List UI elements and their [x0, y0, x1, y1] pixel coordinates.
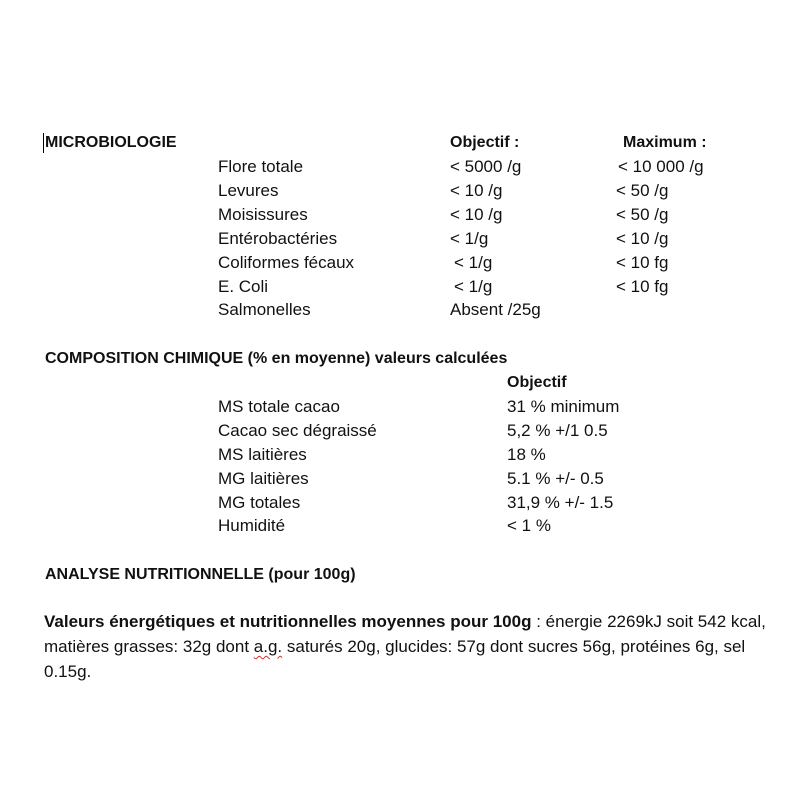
micro-row-objectif: < 5000 /g [450, 157, 522, 176]
micro-row-label: Moisissures [218, 205, 308, 224]
section-title-microbiologie: MICROBIOLOGIE [45, 134, 177, 151]
spellcheck-flagged-word: a.g. [253, 637, 283, 656]
compo-row-label: MS laitières [218, 445, 307, 464]
micro-row-label: Coliformes fécaux [218, 253, 355, 272]
micro-row-objectif: < 1/g [454, 253, 493, 272]
compo-row-objectif: 18 % [507, 445, 546, 464]
text-cursor [43, 133, 44, 153]
nutrition-paragraph [44, 609, 794, 684]
compo-row-label: MG totales [218, 493, 301, 512]
micro-row-objectif: Absent /25g [450, 300, 541, 319]
micro-row-maximum: < 10 /g [616, 229, 669, 248]
compo-row-objectif: 31 % minimum [507, 397, 620, 416]
micro-row-label: Salmonelles [218, 300, 311, 319]
micro-row-label: E. Coli [218, 277, 269, 296]
compo-row-label: MS totale cacao [218, 397, 340, 416]
nutrition-lead: Valeurs énergétiques et nutritionnelles moyennes pour 100g [44, 612, 532, 631]
micro-row-objectif: < 10 /g [450, 181, 503, 200]
micro-row-objectif: < 10 /g [450, 205, 503, 224]
micro-row-maximum: < 10 000 /g [618, 157, 704, 176]
micro-row-maximum: < 50 /g [616, 205, 669, 224]
micro-col-objectif: Objectif : [450, 134, 520, 151]
compo-col-objectif: Objectif [507, 374, 567, 391]
compo-row-objectif: < 1 % [507, 516, 551, 535]
micro-row-objectif: < 1/g [454, 277, 493, 296]
micro-row-label: Entérobactéries [218, 229, 338, 248]
micro-row-label: Flore totale [218, 157, 304, 176]
micro-col-maximum: Maximum : [623, 134, 707, 151]
micro-row-objectif: < 1/g [450, 229, 489, 248]
compo-row-objectif: 5.1 % +/- 0.5 [507, 469, 604, 488]
nutrition-text-after: saturés 20g, glucides: 57g dont sucres 56g, protéines 6g, sel 0.15g. [44, 637, 746, 681]
nutrition-text-before: : énergie 2269kJ soit 542 kcal, matières grasses: 32g dont [44, 612, 766, 656]
micro-row-label: Levures [218, 181, 279, 200]
compo-row-label: MG laitières [218, 469, 309, 488]
section-title-nutrition: ANALYSE NUTRITIONNELLE (pour 100g) [45, 566, 356, 583]
compo-row-label: Humidité [218, 516, 286, 535]
compo-row-objectif: 5,2 % +/1 0.5 [507, 421, 608, 440]
micro-row-maximum: < 10 fg [616, 277, 669, 296]
micro-row-maximum: < 10 fg [616, 253, 669, 272]
compo-row-objectif: 31,9 % +/- 1.5 [507, 493, 614, 512]
section-title-composition: COMPOSITION CHIMIQUE (% en moyenne) valeurs calculées [45, 350, 508, 367]
micro-row-maximum: < 50 /g [616, 181, 669, 200]
compo-row-label: Cacao sec dégraissé [218, 421, 377, 440]
